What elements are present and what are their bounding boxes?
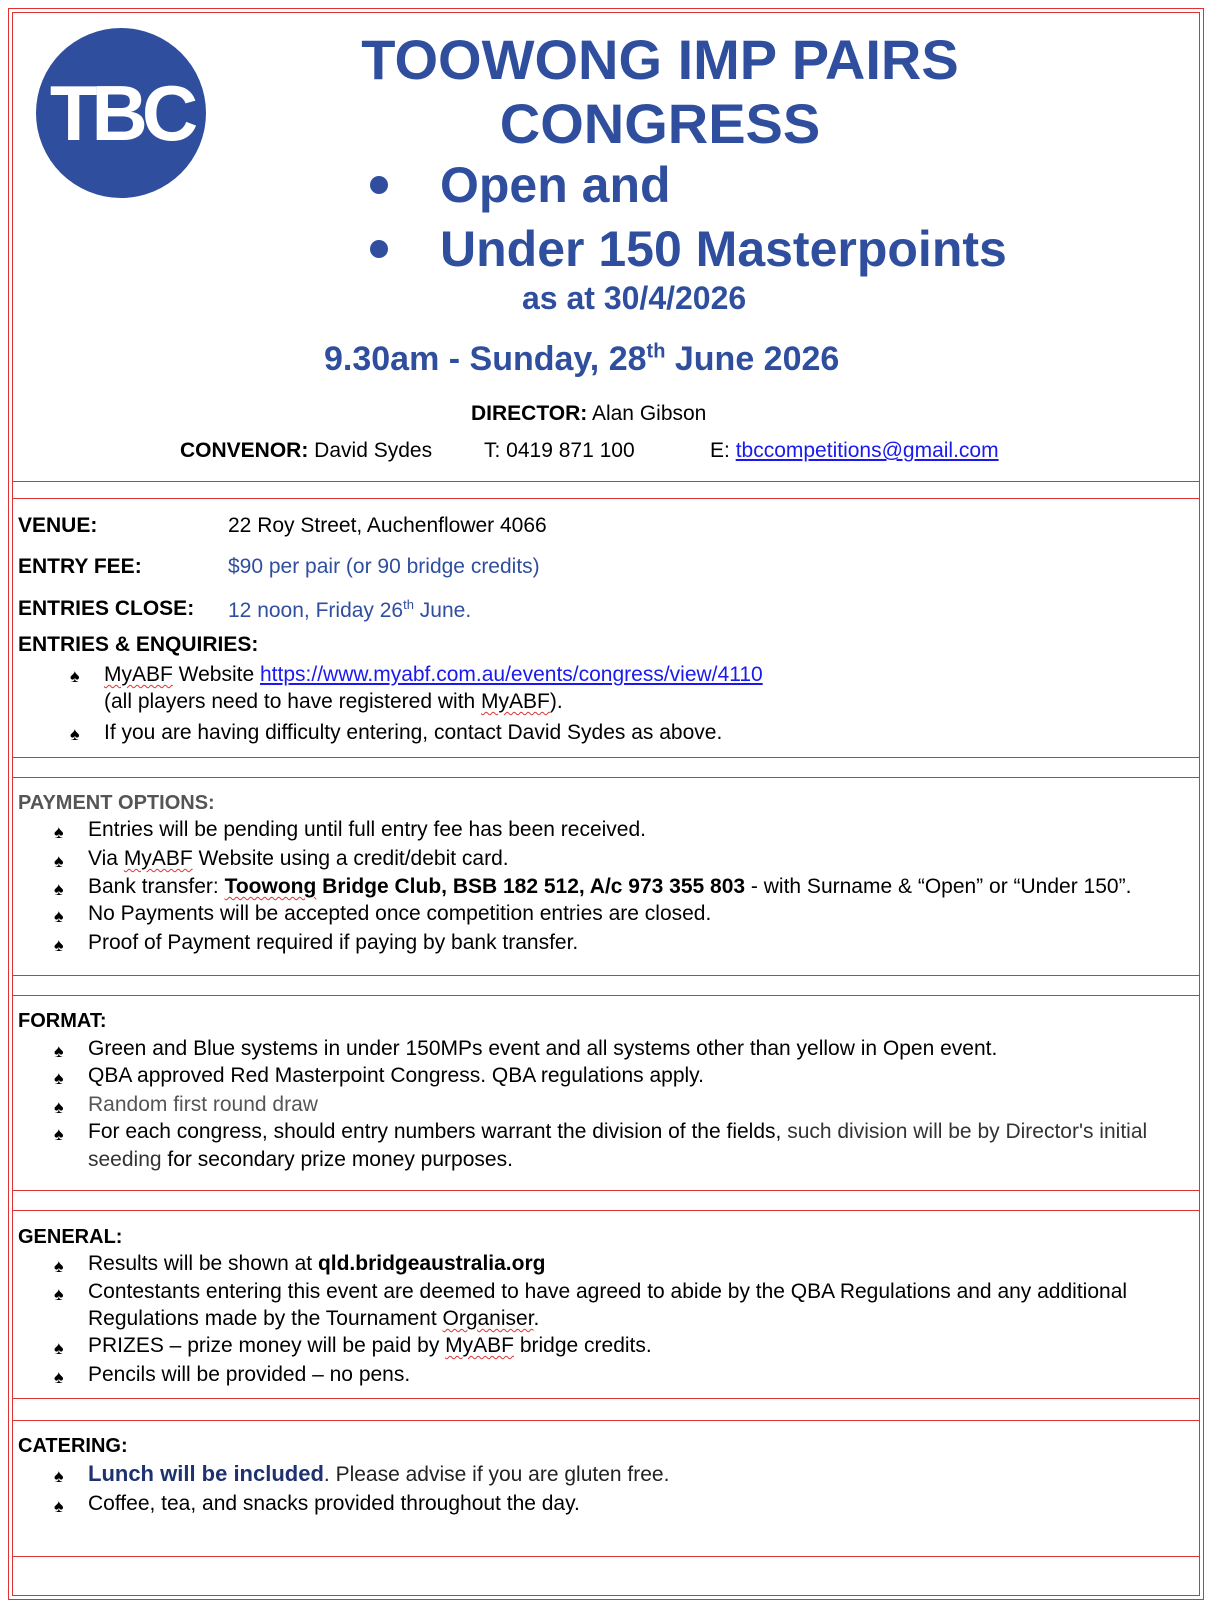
title-line-1: TOOWONG IMP PAIRS — [361, 28, 959, 91]
format-item: QBA approved Red Masterpoint Congress. QBA regulations apply. — [88, 1064, 704, 1087]
spade-icon: ♠ — [54, 1068, 64, 1088]
convenor-phone: T: 0419 871 100 — [484, 439, 635, 462]
entries-close-label: ENTRIES CLOSE: — [18, 597, 195, 620]
email-link[interactable]: tbccompetitions@gmail.com — [735, 439, 999, 462]
event-datetime: 9.30am - Sunday, 28th June 2026 — [324, 340, 840, 378]
spade-icon: ♠ — [54, 1124, 64, 1144]
venue-label: VENUE: — [18, 514, 98, 537]
general-item: Pencils will be provided – no pens. — [88, 1363, 411, 1386]
myabf-url-link[interactable]: https://www.myabf.com.au/events/congress/view/4110 — [260, 663, 763, 686]
spade-icon: ♠ — [54, 1367, 64, 1387]
divider — [12, 1556, 1200, 1557]
logo-text: TBC — [49, 69, 193, 157]
general-heading: GENERAL: — [18, 1226, 123, 1248]
director: DIRECTOR: Alan Gibson — [471, 402, 707, 425]
bullet-icon — [370, 176, 388, 194]
divider — [12, 1190, 1200, 1191]
spade-icon: ♠ — [54, 1041, 64, 1061]
difficulty-note: If you are having difficulty entering, contact David Sydes as above. — [104, 721, 723, 744]
spade-icon: ♠ — [54, 1097, 64, 1117]
spade-icon: ♠ — [54, 879, 64, 899]
divider — [12, 757, 1200, 758]
catering-item: Coffee, tea, and snacks provided throughout the day. — [88, 1492, 580, 1515]
catering-item: Lunch will be included. Please advise if you are gluten free. — [88, 1461, 670, 1486]
divider — [12, 1420, 1200, 1421]
divider — [12, 777, 1200, 778]
payment-item: Via MyABF Website using a credit/debit card. — [88, 847, 509, 870]
myabf-line: MyABF Website https://www.myabf.com.au/events/congress/view/4110 — [104, 663, 763, 686]
spade-icon: ♠ — [54, 935, 64, 955]
format-item: For each congress, should entry numbers warrant the division of the fields, such division will be by Director's initial — [88, 1120, 1148, 1143]
format-item-cont: seeding for secondary prize money purposes. — [88, 1148, 513, 1171]
spade-icon: ♠ — [54, 1466, 64, 1486]
general-item-cont: Regulations made by the Tournament Organiser. — [88, 1307, 540, 1330]
divider — [12, 995, 1200, 996]
general-item: Results will be shown at qld.bridgeaustralia.org — [88, 1252, 546, 1275]
payment-item: Bank transfer: Toowong Bridge Club, BSB 182 512, A/c 973 355 803 - with Surname & “Open” or “Under 150”. — [88, 875, 1132, 898]
payment-item: No Payments will be accepted once competition entries are closed. — [88, 902, 712, 925]
entries-close-value: 12 noon, Friday 26th June. — [228, 597, 472, 622]
general-item: PRIZES – prize money will be paid by MyABF bridge credits. — [88, 1334, 652, 1357]
convenor: CONVENOR: David Sydes — [180, 439, 433, 462]
spade-icon: ♠ — [54, 1338, 64, 1358]
format-heading: FORMAT: — [18, 1010, 107, 1032]
bullet-icon — [370, 240, 388, 258]
spade-icon: ♠ — [54, 1256, 64, 1276]
convenor-email: E: tbccompetitions@gmail.com — [710, 439, 999, 462]
spade-icon: ♠ — [54, 822, 64, 842]
enquiries-label: ENTRIES & ENQUIRIES: — [18, 633, 259, 656]
as-at-date: as at 30/4/2026 — [522, 280, 747, 316]
divider — [12, 1210, 1200, 1211]
venue-value: 22 Roy Street, Auchenflower 4066 — [228, 514, 547, 537]
spade-icon: ♠ — [54, 906, 64, 926]
format-item: Random first round draw — [88, 1093, 318, 1116]
event-under-150: Under 150 Masterpoints — [370, 220, 1007, 278]
divider — [12, 481, 1200, 482]
spade-icon: ♠ — [70, 724, 80, 744]
divider — [12, 1398, 1200, 1399]
title-line-2: CONGRESS — [499, 92, 821, 155]
entry-fee-label: ENTRY FEE: — [18, 555, 142, 578]
spade-icon: ♠ — [54, 851, 64, 871]
payment-item: Entries will be pending until full entry fee has been received. — [88, 818, 646, 841]
club-logo — [36, 28, 206, 198]
divider — [12, 498, 1200, 499]
spade-icon: ♠ — [70, 666, 80, 686]
entry-fee-value: $90 per pair (or 90 bridge credits) — [228, 555, 540, 578]
spade-icon: ♠ — [54, 1284, 64, 1304]
spade-icon: ♠ — [54, 1496, 64, 1516]
format-item: Green and Blue systems in under 150MPs event and all systems other than yellow in Open event. — [88, 1037, 998, 1060]
catering-heading: CATERING: — [18, 1435, 128, 1457]
divider — [12, 975, 1200, 976]
registered-note: (all players need to have registered with MyABF). — [104, 690, 563, 713]
general-item: Contestants entering this event are deemed to have agreed to abide by the QBA Regulations and any additional — [88, 1280, 1128, 1303]
event-open: Open and — [370, 156, 671, 214]
payment-heading: PAYMENT OPTIONS: — [18, 792, 215, 814]
payment-item: Proof of Payment required if paying by bank transfer. — [88, 931, 579, 954]
